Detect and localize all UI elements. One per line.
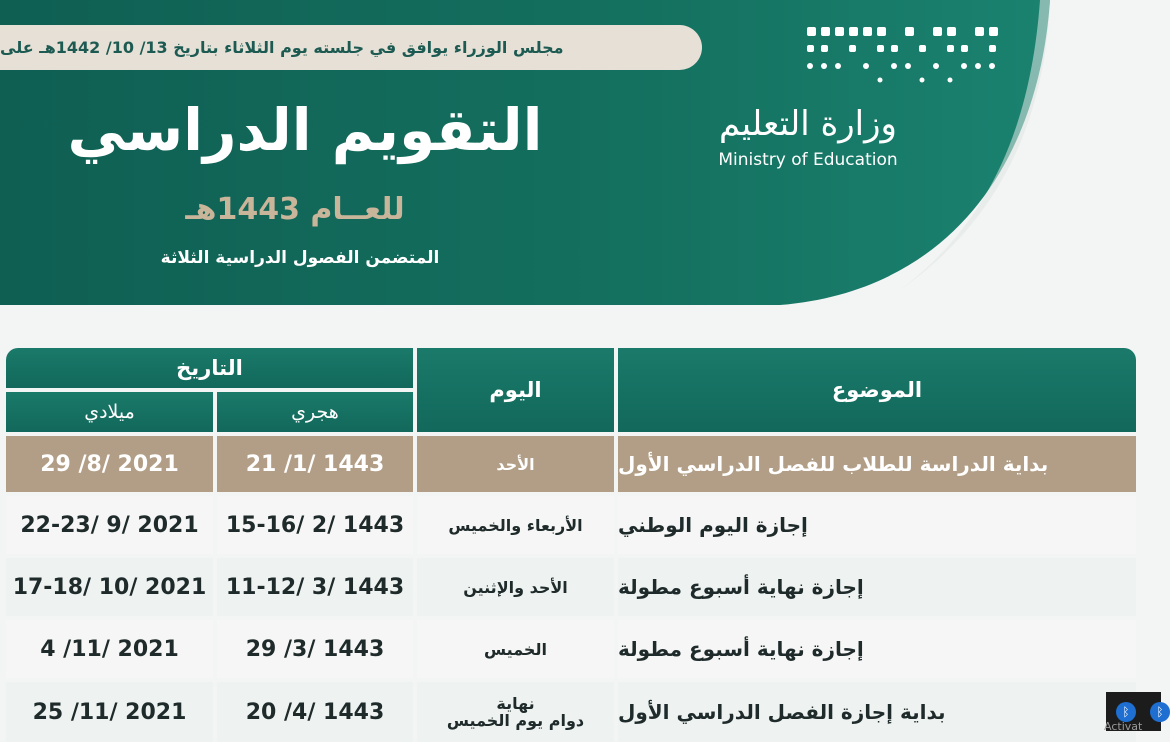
header-day: اليوم bbox=[417, 348, 614, 432]
row-3-hijri: 11-12/ 3/ 1443 bbox=[217, 558, 413, 616]
row-5-day bbox=[417, 682, 614, 742]
row-2-gregorian: 22-23/ 9/ 2021 bbox=[6, 496, 213, 554]
council-notice-banner bbox=[0, 25, 702, 70]
row-3-gregorian: 17-18/ 10/ 2021 bbox=[6, 558, 213, 616]
row-3-day: الأحد والإثنين bbox=[417, 558, 614, 616]
activation-watermark: Activat bbox=[1104, 720, 1143, 733]
row-5-gregorian: 25 /11/ 2021 bbox=[6, 682, 213, 742]
row-5-day-line1: نهاية bbox=[496, 694, 535, 713]
ministry-name-english: Ministry of Education bbox=[718, 150, 898, 170]
header-topic: الموضوع bbox=[618, 348, 1136, 432]
row-5-topic: بداية إجازة الفصل الدراسي الأول bbox=[618, 682, 1136, 742]
bluetooth-icon-secondary[interactable]: ᛒ bbox=[1150, 702, 1170, 722]
ministry-name-arabic: وزارة التعليم bbox=[719, 104, 897, 144]
row-2-hijri: 15-16/ 2/ 1443 bbox=[217, 496, 413, 554]
council-notice-text: مجلس الوزراء يوافق في جلسته يوم الثلاثاء بتاريخ 13/ 10/ 1442هـ على bbox=[0, 38, 564, 57]
row-1-hijri: 21 /1/ 1443 bbox=[217, 436, 413, 492]
row-4-hijri: 29 /3/ 1443 bbox=[217, 620, 413, 678]
row-5-hijri: 20 /4/ 1443 bbox=[217, 682, 413, 742]
row-4-topic: إجازة نهاية أسبوع مطولة bbox=[618, 620, 1136, 678]
row-4-gregorian: 4 /11/ 2021 bbox=[6, 620, 213, 678]
bluetooth-icon[interactable]: ᛒ bbox=[1116, 702, 1136, 722]
header-hijri: هجري bbox=[217, 392, 413, 432]
row-5-day-line2: دوام يوم الخميس bbox=[446, 711, 585, 730]
header-date: التاريخ bbox=[6, 348, 413, 388]
academic-year: للعــام 1443هـ bbox=[185, 192, 405, 227]
page-subtitle: المتضمن الفصول الدراسية الثلاثة bbox=[160, 248, 440, 268]
ministry-logo-icon bbox=[805, 25, 1000, 87]
row-1-topic: بداية الدراسة للطلاب للفصل الدراسي الأول bbox=[618, 436, 1136, 492]
header-gregorian: ميلادي bbox=[6, 392, 213, 432]
row-1-day: الأحد bbox=[417, 436, 614, 492]
page-title: التقويم الدراسي bbox=[67, 96, 543, 164]
row-2-day: الأربعاء والخميس bbox=[417, 496, 614, 554]
row-1-gregorian: 29 /8/ 2021 bbox=[6, 436, 213, 492]
row-3-topic: إجازة نهاية أسبوع مطولة bbox=[618, 558, 1136, 616]
row-2-topic: إجازة اليوم الوطني bbox=[618, 496, 1136, 554]
row-4-day: الخميس bbox=[417, 620, 614, 678]
